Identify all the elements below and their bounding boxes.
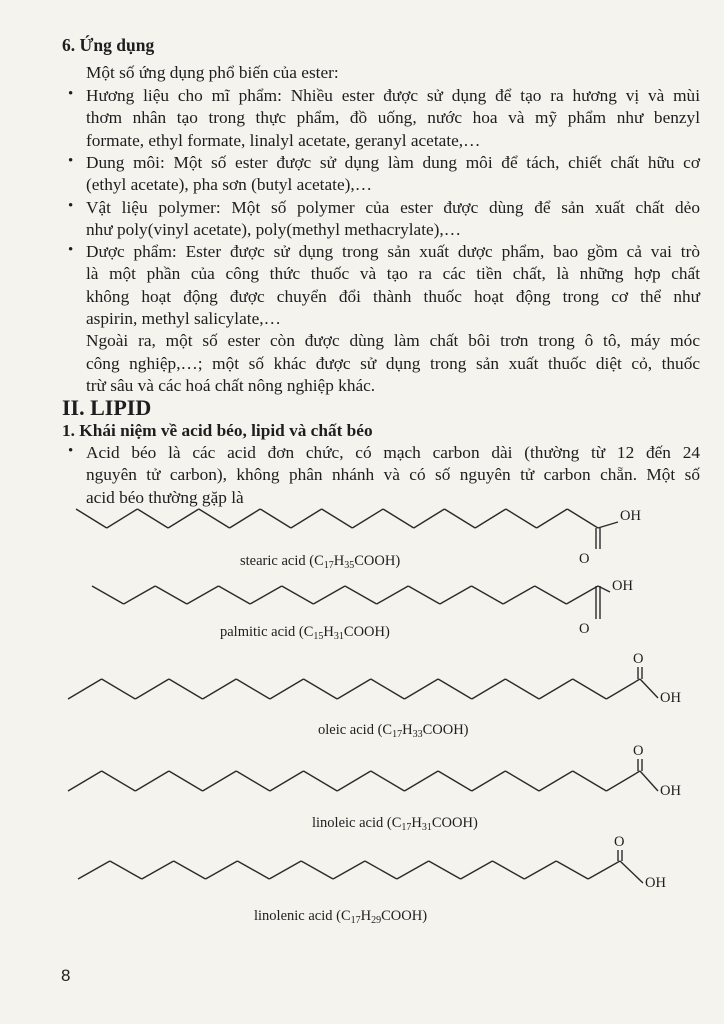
oxygen-atom-label: O [614,834,625,850]
carbon-count: 15 [313,631,324,642]
acid-name: oleic acid (C [318,722,393,738]
carbon-bond [270,771,304,791]
section-ii-heading: II. LIPID [62,395,152,420]
carbon-bond [539,679,573,699]
carbon-bond [492,861,524,879]
carbon-bond [230,509,261,528]
hydrogen-count: 35 [344,560,355,571]
section-6-heading: 6. Ứng dụng [62,35,155,55]
carbon-bond [573,771,607,791]
oxygen-atom-label: O [633,651,644,667]
carbon-bond [606,679,640,699]
carbon-bond [155,586,187,604]
carbon-bond [438,679,472,699]
carbon-bond [377,586,409,604]
acid-name: palmitic acid (C [220,624,314,640]
hydrogen-symbol: H [323,624,334,640]
carbon-bond [566,586,598,604]
section-6-intro: Một số ứng dụng phổ biến của ester: [86,63,339,82]
carbon-bond [475,509,506,528]
carbon-bond [337,771,371,791]
closing-text-line: trừ sâu và các hoá chất nông nghiệp khác. [86,375,376,395]
carbon-bond [206,861,238,879]
carbon-bond [237,861,269,879]
carbon-bond [174,861,206,879]
bullet-text-line: Acid béo là các acid đơn chức, có mạch carbon dài (thường từ 12 đến 24 [86,443,700,462]
carbon-count: 17 [350,915,361,926]
carbon-bond [92,586,124,604]
carbon-bond [187,586,219,604]
carbon-count: 17 [323,560,334,571]
carbon-bond [236,679,270,699]
oxygen-atom-label: O [579,621,590,637]
carbon-bond [537,509,568,528]
formula-tail: COOH) [343,624,390,640]
bullet-dot: • [68,242,74,259]
carbon-bond [472,771,506,791]
hydroxyl-label: OH [660,783,681,799]
bullet-text-line: thơm nhân tạo trong thực phẩm, đồ uống, nước hoa và mỹ phẩm như benzyl [86,108,700,128]
closing-text-line: công nghiệp,…; một số khác được sử dụng trong sản xuất thuốc diệt cỏ, thuốc [86,353,700,373]
carbon-bond [371,771,405,791]
structure-caption [220,624,390,641]
hydrogen-symbol: H [333,553,345,569]
carbon-bond [539,771,573,791]
carbon-bond [102,771,136,791]
carbon-bond [219,586,251,604]
carbon-bond [556,861,588,879]
hydrogen-count: 31 [421,822,432,833]
carbon-bond [135,679,169,699]
bullet-text-line: formate, ethyl formate, linalyl acetate, geranyl acetate,… [86,130,481,150]
carbon-bond [444,509,475,528]
carbon-bond [337,679,371,699]
carbon-bond [135,771,169,791]
carbon-bond [506,509,537,528]
carbon-bond [203,679,237,699]
carbon-bond [78,861,110,879]
hydrogen-symbol: H [411,815,422,831]
carbon-bond [404,679,438,699]
bullet-dot: • [68,86,74,102]
hydrogen-count: 33 [412,729,423,740]
carbon-bond [573,679,607,699]
carbon-bond [68,679,102,699]
page-number: 8 [61,966,71,985]
carbon-bond [168,509,199,528]
carbon-bond [304,679,338,699]
hydrogen-symbol: H [402,722,413,738]
carbon-bond [291,509,322,528]
hydroxyl-bond [620,861,643,883]
carbon-bond [472,679,506,699]
carbon-bond [107,509,138,528]
bullet-text-line: là một phần của công thức thuốc và tạo ra các tiền chất, là những hợp chất [86,264,700,284]
carbon-bond [260,509,291,528]
carbon-count: 17 [401,822,412,833]
hydroxyl-bond [640,771,658,791]
bullet-text-line: aspirin, methyl salicylate,… [86,309,281,328]
carbon-bond [304,771,338,791]
structure-caption [240,553,400,570]
hydroxyl-label: OH [620,508,641,524]
carbon-bond [408,586,440,604]
hydroxyl-label: OH [660,690,681,706]
carbon-bond [102,679,136,699]
carbon-bond [313,586,345,604]
carbon-bond [383,509,414,528]
section-ii-subheading: 1. Khái niệm về acid béo, lipid và chất béo [62,421,373,440]
carbon-bond [352,509,383,528]
hydroxyl-label: OH [612,578,633,594]
carbon-bond [199,509,230,528]
carbon-bond [333,861,365,879]
bullet-text-line: không hoạt động được chuyển đổi thành thuốc hoạt động trong cơ thể như [86,286,700,306]
hydrogen-count: 29 [371,915,382,926]
hydroxyl-bond [598,522,618,528]
carbon-bond [588,861,620,879]
carbon-bond [68,771,102,791]
oxygen-atom-label: O [633,743,644,759]
closing-text-line: Ngoài ra, một số ester còn được dùng làm chất bôi trơn trong ô tô, máy móc [86,331,700,351]
bullet-text-line: Vật liệu polymer: Một số polymer của ester được dùng để sản xuất chất dẻo [86,197,700,217]
acid-name: linoleic acid (C [312,815,402,831]
carbon-bond [404,771,438,791]
carbon-bond [429,861,461,879]
carbon-bond [567,509,598,528]
bullet-text-line: Hương liệu cho mĩ phẩm: Nhiều ester được sử dụng để tạo ra hương vị và mùi [86,86,700,105]
bullet-text-line: Dung môi: Một số ester được sử dụng làm dung môi để tách, chiết chất hữu cơ [86,152,700,172]
carbon-bond [438,771,472,791]
bullet-text-line: nguyên tử carbon), không phân nhánh và có số nguyên tử carbon chẵn. Một số [86,465,700,485]
carbon-bond [503,586,535,604]
carbon-bond [124,586,156,604]
carbon-bond [505,771,539,791]
carbon-bond [505,679,539,699]
bullet-text-line: như poly(vinyl acetate), poly(methyl methacrylate),… [86,219,462,239]
carbon-bond [414,509,445,528]
carbon-bond [169,679,203,699]
structure-caption [318,722,469,739]
carbon-bond [142,861,174,879]
carbon-bond [524,861,556,879]
bullet-dot: • [68,197,74,214]
carbon-bond [472,586,504,604]
carbon-bond [371,679,405,699]
carbon-bond [269,861,301,879]
carbon-bond [461,861,493,879]
formula-tail: COOH) [381,908,428,924]
structure-caption [312,815,478,832]
formula-tail: COOH) [431,815,478,831]
structure-caption [254,908,427,925]
hydrogen-symbol: H [360,908,372,924]
carbon-bond [236,771,270,791]
carbon-bond [440,586,472,604]
bullet-text-line: acid béo thường gặp là [86,487,244,507]
carbon-bond [203,771,237,791]
bullet-text-line: (ethyl acetate), pha sơn (butyl acetate),… [86,175,372,195]
oxygen-atom-label: O [579,551,590,567]
carbon-bond [282,586,314,604]
carbon-bond [322,509,353,528]
carbon-bond [397,861,429,879]
carbon-bond [137,509,168,528]
hydroxyl-bond [640,679,658,698]
bullet-dot: • [68,152,74,169]
carbon-bond [345,586,377,604]
carbon-bond [270,679,304,699]
hydrogen-count: 31 [333,631,344,642]
carbon-bond [250,586,282,604]
carbon-bond [606,771,640,791]
bullet-dot: • [68,443,74,459]
carbon-bond [535,586,567,604]
acid-name: stearic acid (C [240,553,324,569]
carbon-bond [301,861,333,879]
bullet-text-line: Dược phẩm: Ester được sử dụng trong sản xuất dược phẩm, bao gồm cả vai trò [86,242,700,262]
carbon-bond [76,509,107,528]
carbon-count: 17 [392,729,403,740]
carbon-bond [110,861,142,879]
hydroxyl-label: OH [645,875,666,891]
carbon-bond [169,771,203,791]
formula-tail: COOH) [354,553,401,569]
carbon-bond [365,861,397,879]
acid-name: linolenic acid (C [254,908,351,924]
formula-tail: COOH) [422,722,469,738]
